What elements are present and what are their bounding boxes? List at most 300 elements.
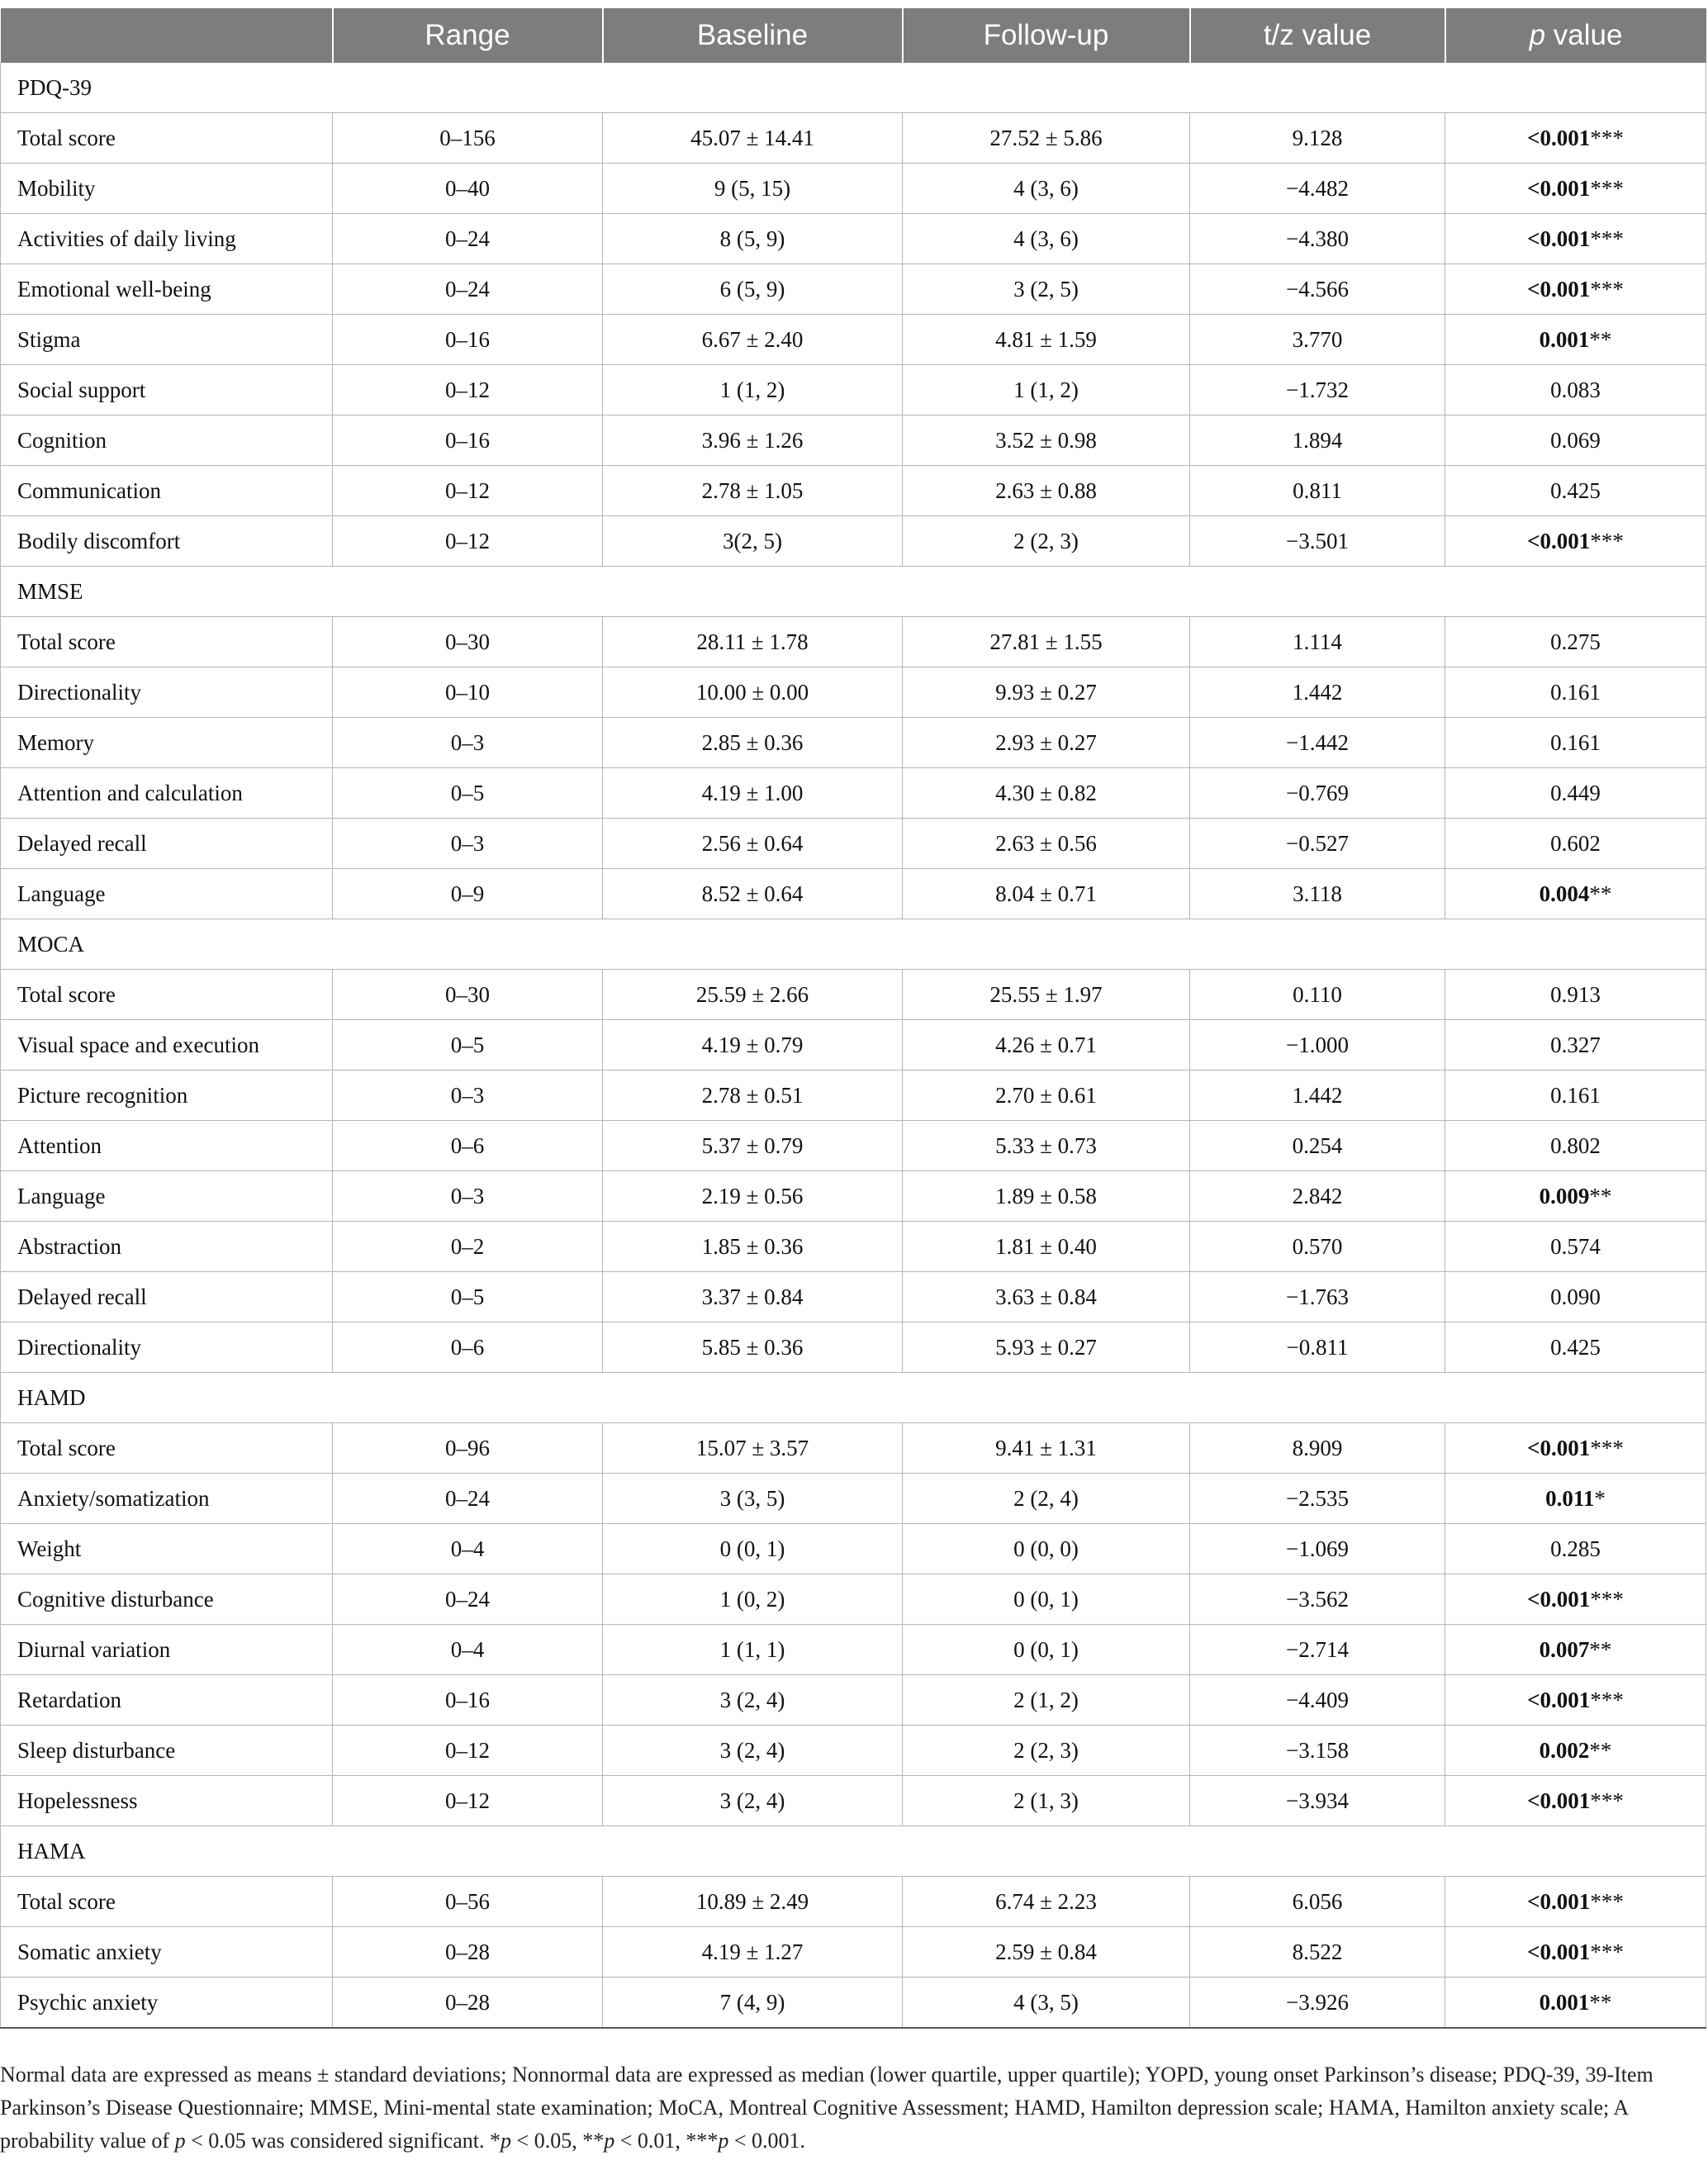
cell-tz: −2.535 xyxy=(1190,1474,1445,1524)
cell-p xyxy=(1445,1272,1706,1322)
section-row xyxy=(1,1373,1706,1423)
cell-p xyxy=(1445,1524,1706,1574)
table-row xyxy=(1,1071,1706,1121)
cell-label: Directionality xyxy=(1,667,333,718)
table-row xyxy=(1,214,1706,264)
p-value: <0.001 xyxy=(1527,1435,1591,1460)
cell-tz: −3.934 xyxy=(1190,1776,1445,1826)
significance-stars: ** xyxy=(1589,1636,1612,1662)
significance-stars: *** xyxy=(1590,1888,1624,1914)
table-row xyxy=(1,1020,1706,1071)
cell-range: 0–6 xyxy=(333,1121,603,1171)
cell-baseline: 15.07 ± 3.57 xyxy=(603,1423,903,1474)
p-value: 0.002 xyxy=(1539,1737,1590,1763)
cell-followup: 5.33 ± 0.73 xyxy=(903,1121,1190,1171)
table-row xyxy=(1,1322,1706,1373)
table-row xyxy=(1,1474,1706,1524)
cell-tz: 8.909 xyxy=(1190,1423,1445,1474)
cell-baseline: 4.19 ± 0.79 xyxy=(603,1020,903,1071)
cell-tz: −1.442 xyxy=(1190,718,1445,768)
p-value: 0.913 xyxy=(1550,981,1601,1007)
significance-stars: *** xyxy=(1590,276,1624,301)
p-value: 0.425 xyxy=(1550,477,1601,503)
cell-range: 0–2 xyxy=(333,1222,603,1272)
cell-p xyxy=(1445,415,1706,466)
cell-p xyxy=(1445,516,1706,567)
cell-baseline: 10.00 ± 0.00 xyxy=(603,667,903,718)
table-row xyxy=(1,1423,1706,1474)
cell-followup: 1.81 ± 0.40 xyxy=(903,1222,1190,1272)
cell-baseline: 3 (2, 4) xyxy=(603,1726,903,1776)
p-value: 0.449 xyxy=(1550,780,1601,805)
cell-baseline: 3 (3, 5) xyxy=(603,1474,903,1524)
cell-baseline: 10.89 ± 2.49 xyxy=(603,1877,903,1927)
cell-tz: −3.562 xyxy=(1190,1574,1445,1625)
table-row xyxy=(1,1776,1706,1826)
cell-label: Total score xyxy=(1,970,333,1020)
cell-tz: −1.763 xyxy=(1190,1272,1445,1322)
p-value: 0.802 xyxy=(1550,1132,1601,1158)
cell-tz: 1.442 xyxy=(1190,667,1445,718)
cell-p xyxy=(1445,1322,1706,1373)
cell-label: Attention xyxy=(1,1121,333,1171)
header-baseline: Baseline xyxy=(603,8,903,63)
section-title: PDQ-39 xyxy=(1,63,1706,113)
cell-baseline: 4.19 ± 1.27 xyxy=(603,1927,903,1977)
cell-p xyxy=(1445,768,1706,819)
cell-baseline: 1 (1, 1) xyxy=(603,1625,903,1675)
cell-followup: 1.89 ± 0.58 xyxy=(903,1171,1190,1222)
cell-baseline: 7 (4, 9) xyxy=(603,1977,903,2029)
cell-tz: −2.714 xyxy=(1190,1625,1445,1675)
cell-label: Stigma xyxy=(1,315,333,365)
section-title: MMSE xyxy=(1,567,1706,617)
significance-stars: *** xyxy=(1590,175,1624,201)
p-value: 0.004 xyxy=(1539,881,1590,906)
cell-label: Mobility xyxy=(1,164,333,214)
cell-followup: 4.30 ± 0.82 xyxy=(903,768,1190,819)
cell-label: Total score xyxy=(1,1423,333,1474)
section-title: HAMD xyxy=(1,1373,1706,1423)
cell-p xyxy=(1445,1222,1706,1272)
p-value: <0.001 xyxy=(1527,1687,1591,1712)
cell-p xyxy=(1445,214,1706,264)
cell-baseline: 8 (5, 9) xyxy=(603,214,903,264)
cell-baseline: 25.59 ± 2.66 xyxy=(603,970,903,1020)
cell-tz: 2.842 xyxy=(1190,1171,1445,1222)
cell-label: Cognition xyxy=(1,415,333,466)
section-title: MOCA xyxy=(1,919,1706,970)
cell-label: Psychic anxiety xyxy=(1,1977,333,2029)
p-value: 0.602 xyxy=(1550,830,1601,856)
table-row xyxy=(1,1171,1706,1222)
p-value: <0.001 xyxy=(1527,125,1591,150)
section-title: HAMA xyxy=(1,1826,1706,1877)
table-row xyxy=(1,1877,1706,1927)
table-row xyxy=(1,970,1706,1020)
table-row xyxy=(1,466,1706,516)
significance-stars: *** xyxy=(1590,1939,1624,1964)
cell-baseline: 5.37 ± 0.79 xyxy=(603,1121,903,1171)
cell-p xyxy=(1445,819,1706,869)
cell-p xyxy=(1445,667,1706,718)
cell-followup: 27.52 ± 5.86 xyxy=(903,113,1190,164)
cell-tz: −3.158 xyxy=(1190,1726,1445,1776)
cell-followup: 3 (2, 5) xyxy=(903,264,1190,315)
table-row xyxy=(1,164,1706,214)
cell-label: Somatic anxiety xyxy=(1,1927,333,1977)
cell-label: Language xyxy=(1,869,333,919)
cell-tz: 0.811 xyxy=(1190,466,1445,516)
cell-range: 0–12 xyxy=(333,1776,603,1826)
cell-range: 0–3 xyxy=(333,718,603,768)
cell-followup: 2.63 ± 0.56 xyxy=(903,819,1190,869)
cell-followup: 27.81 ± 1.55 xyxy=(903,617,1190,667)
p-value: 0.574 xyxy=(1550,1233,1601,1259)
cell-p xyxy=(1445,1171,1706,1222)
cell-baseline: 3 (2, 4) xyxy=(603,1675,903,1726)
cell-followup: 4 (3, 6) xyxy=(903,164,1190,214)
table-row xyxy=(1,415,1706,466)
significance-stars: *** xyxy=(1590,125,1624,150)
cell-followup: 2 (2, 4) xyxy=(903,1474,1190,1524)
cell-baseline: 2.85 ± 0.36 xyxy=(603,718,903,768)
cell-baseline: 6.67 ± 2.40 xyxy=(603,315,903,365)
significance-stars: *** xyxy=(1590,226,1624,251)
cell-followup: 2 (2, 3) xyxy=(903,1726,1190,1776)
p-value: 0.161 xyxy=(1550,729,1601,755)
section-row xyxy=(1,1826,1706,1877)
cell-tz: 0.110 xyxy=(1190,970,1445,1020)
cell-range: 0–3 xyxy=(333,819,603,869)
cell-p xyxy=(1445,113,1706,164)
cell-followup: 6.74 ± 2.23 xyxy=(903,1877,1190,1927)
cell-tz: −1.000 xyxy=(1190,1020,1445,1071)
cell-baseline: 28.11 ± 1.78 xyxy=(603,617,903,667)
cell-followup: 4 (3, 5) xyxy=(903,1977,1190,2029)
cell-followup: 3.63 ± 0.84 xyxy=(903,1272,1190,1322)
cell-tz: −3.926 xyxy=(1190,1977,1445,2029)
footnote: Normal data are expressed as means ± standard deviations; Nonnormal data are expressed as median (lower quartile, upper quartile); YOPD, young onset Parkinson’s disease; PDQ-39, 39-Item Parkinson’s Disease Questionnaire; MMSE, Mini-mental state examination; MoCA, Montreal Cognitive Assessment; HAMD, Hamilton depression scale; HAMA, Hamilton anxiety scale; A probability value of p < 0.05 was considered significant. *p < 0.05, **p < 0.01, ***p < 0.001. xyxy=(0,2063,1653,2153)
cell-tz: 3.770 xyxy=(1190,315,1445,365)
cell-p xyxy=(1445,1927,1706,1977)
cell-followup: 9.41 ± 1.31 xyxy=(903,1423,1190,1474)
cell-tz: −0.811 xyxy=(1190,1322,1445,1373)
p-value: 0.001 xyxy=(1539,1989,1590,2015)
cell-baseline: 9 (5, 15) xyxy=(603,164,903,214)
cell-followup: 3.52 ± 0.98 xyxy=(903,415,1190,466)
header-p-italic: p xyxy=(1529,19,1546,51)
cell-range: 0–16 xyxy=(333,315,603,365)
cell-range: 0–12 xyxy=(333,365,603,415)
table-row xyxy=(1,1121,1706,1171)
cell-range: 0–24 xyxy=(333,214,603,264)
p-value: <0.001 xyxy=(1527,1939,1591,1964)
table-body xyxy=(1,63,1706,2028)
table-row xyxy=(1,1977,1706,2029)
cell-p xyxy=(1445,1423,1706,1474)
table-row xyxy=(1,1675,1706,1726)
cell-range: 0–96 xyxy=(333,1423,603,1474)
table-row xyxy=(1,1574,1706,1625)
cell-range: 0–9 xyxy=(333,869,603,919)
cell-range: 0–16 xyxy=(333,1675,603,1726)
cell-label: Anxiety/somatization xyxy=(1,1474,333,1524)
cell-label: Activities of daily living xyxy=(1,214,333,264)
cell-label: Picture recognition xyxy=(1,1071,333,1121)
cell-baseline: 4.19 ± 1.00 xyxy=(603,768,903,819)
cell-baseline: 1.85 ± 0.36 xyxy=(603,1222,903,1272)
cell-range: 0–5 xyxy=(333,768,603,819)
cell-range: 0–5 xyxy=(333,1020,603,1071)
p-value: <0.001 xyxy=(1527,226,1591,251)
p-value: 0.083 xyxy=(1550,377,1601,402)
cell-p xyxy=(1445,1625,1706,1675)
cell-label: Total score xyxy=(1,113,333,164)
cell-range: 0–30 xyxy=(333,970,603,1020)
cell-followup: 9.93 ± 0.27 xyxy=(903,667,1190,718)
cell-baseline: 1 (0, 2) xyxy=(603,1574,903,1625)
cell-label: Total score xyxy=(1,1877,333,1927)
cell-tz: −4.380 xyxy=(1190,214,1445,264)
cell-tz: 6.056 xyxy=(1190,1877,1445,1927)
cell-tz: −4.409 xyxy=(1190,1675,1445,1726)
cell-range: 0–3 xyxy=(333,1071,603,1121)
cell-label: Abstraction xyxy=(1,1222,333,1272)
cell-label: Visual space and execution xyxy=(1,1020,333,1071)
cell-followup: 8.04 ± 0.71 xyxy=(903,869,1190,919)
table-row xyxy=(1,1524,1706,1574)
cell-followup: 2 (1, 3) xyxy=(903,1776,1190,1826)
cell-baseline: 2.19 ± 0.56 xyxy=(603,1171,903,1222)
cell-followup: 0 (0, 1) xyxy=(903,1625,1190,1675)
cell-p xyxy=(1445,1877,1706,1927)
cell-range: 0–16 xyxy=(333,415,603,466)
table-row xyxy=(1,1726,1706,1776)
cell-followup: 5.93 ± 0.27 xyxy=(903,1322,1190,1373)
cell-range: 0–6 xyxy=(333,1322,603,1373)
table-row xyxy=(1,1222,1706,1272)
header-p: p value xyxy=(1445,8,1706,63)
cell-p xyxy=(1445,1776,1706,1826)
table-row xyxy=(1,113,1706,164)
cell-range: 0–24 xyxy=(333,1474,603,1524)
cell-label: Retardation xyxy=(1,1675,333,1726)
cell-followup: 2.59 ± 0.84 xyxy=(903,1927,1190,1977)
p-value: 0.090 xyxy=(1550,1284,1601,1309)
cell-p xyxy=(1445,1020,1706,1071)
cell-range: 0–30 xyxy=(333,617,603,667)
cell-label: Attention and calculation xyxy=(1,768,333,819)
cell-p xyxy=(1445,970,1706,1020)
cell-label: Delayed recall xyxy=(1,819,333,869)
cell-range: 0–12 xyxy=(333,1726,603,1776)
cell-followup: 1 (1, 2) xyxy=(903,365,1190,415)
p-value: 0.425 xyxy=(1550,1334,1601,1360)
cell-range: 0–12 xyxy=(333,466,603,516)
cell-baseline: 0 (0, 1) xyxy=(603,1524,903,1574)
section-row xyxy=(1,919,1706,970)
cell-p xyxy=(1445,1726,1706,1776)
cell-p xyxy=(1445,1071,1706,1121)
significance-stars: ** xyxy=(1589,881,1612,906)
cell-tz: 0.254 xyxy=(1190,1121,1445,1171)
table-row xyxy=(1,1272,1706,1322)
p-value: <0.001 xyxy=(1527,175,1591,201)
cell-tz: 8.522 xyxy=(1190,1927,1445,1977)
cell-tz: −1.069 xyxy=(1190,1524,1445,1574)
cell-followup: 4.81 ± 1.59 xyxy=(903,315,1190,365)
cell-range: 0–4 xyxy=(333,1524,603,1574)
cell-p xyxy=(1445,617,1706,667)
cell-p xyxy=(1445,365,1706,415)
cell-followup: 25.55 ± 1.97 xyxy=(903,970,1190,1020)
table-row xyxy=(1,667,1706,718)
header-label xyxy=(1,8,333,63)
p-value: 0.327 xyxy=(1550,1032,1601,1057)
significance-stars: * xyxy=(1594,1485,1606,1511)
p-value: <0.001 xyxy=(1527,1586,1591,1612)
cell-range: 0–5 xyxy=(333,1272,603,1322)
p-value: <0.001 xyxy=(1527,1788,1591,1813)
table-row xyxy=(1,516,1706,567)
table-row xyxy=(1,819,1706,869)
significance-stars: *** xyxy=(1590,528,1624,553)
table-row xyxy=(1,617,1706,667)
cell-p xyxy=(1445,164,1706,214)
cell-range: 0–4 xyxy=(333,1625,603,1675)
table-row xyxy=(1,869,1706,919)
p-value: 0.275 xyxy=(1550,629,1601,654)
table-row xyxy=(1,768,1706,819)
cell-baseline: 3.37 ± 0.84 xyxy=(603,1272,903,1322)
cell-p xyxy=(1445,1121,1706,1171)
p-value: 0.007 xyxy=(1539,1636,1590,1662)
cell-label: Social support xyxy=(1,365,333,415)
p-value: <0.001 xyxy=(1527,1888,1591,1914)
p-value: 0.011 xyxy=(1545,1485,1595,1511)
cell-p xyxy=(1445,718,1706,768)
cell-range: 0–3 xyxy=(333,1171,603,1222)
cell-range: 0–28 xyxy=(333,1977,603,2029)
cell-followup: 2 (1, 2) xyxy=(903,1675,1190,1726)
cell-tz: 1.114 xyxy=(1190,617,1445,667)
p-value: 0.001 xyxy=(1539,326,1590,352)
section-row xyxy=(1,63,1706,113)
cell-followup: 0 (0, 1) xyxy=(903,1574,1190,1625)
cell-p xyxy=(1445,869,1706,919)
significance-stars: *** xyxy=(1590,1687,1624,1712)
cell-followup: 2.93 ± 0.27 xyxy=(903,718,1190,768)
cell-followup: 4 (3, 6) xyxy=(903,214,1190,264)
cell-tz: −1.732 xyxy=(1190,365,1445,415)
cell-p xyxy=(1445,1977,1706,2029)
table-row xyxy=(1,1625,1706,1675)
cell-range: 0–28 xyxy=(333,1927,603,1977)
cell-tz: 1.894 xyxy=(1190,415,1445,466)
cell-label: Weight xyxy=(1,1524,333,1574)
cell-label: Memory xyxy=(1,718,333,768)
cell-tz: −0.527 xyxy=(1190,819,1445,869)
cell-baseline: 6 (5, 9) xyxy=(603,264,903,315)
header-followup: Follow-up xyxy=(903,8,1190,63)
cell-tz: −3.501 xyxy=(1190,516,1445,567)
significance-stars: ** xyxy=(1589,1737,1612,1763)
cell-followup: 0 (0, 0) xyxy=(903,1524,1190,1574)
table-row xyxy=(1,264,1706,315)
p-value: 0.161 xyxy=(1550,1082,1601,1108)
cell-label: Communication xyxy=(1,466,333,516)
significance-stars: ** xyxy=(1589,1989,1612,2015)
cell-p xyxy=(1445,1474,1706,1524)
cell-p xyxy=(1445,466,1706,516)
p-value: <0.001 xyxy=(1527,528,1591,553)
cell-label: Diurnal variation xyxy=(1,1625,333,1675)
cell-p xyxy=(1445,1574,1706,1625)
cell-tz: −4.482 xyxy=(1190,164,1445,214)
cell-followup: 4.26 ± 0.71 xyxy=(903,1020,1190,1071)
cell-baseline: 3 (2, 4) xyxy=(603,1776,903,1826)
significance-stars: *** xyxy=(1590,1788,1624,1813)
significance-stars: ** xyxy=(1589,326,1612,352)
cell-label: Emotional well-being xyxy=(1,264,333,315)
header-range: Range xyxy=(333,8,603,63)
header-row xyxy=(1,8,1706,63)
table-row xyxy=(1,365,1706,415)
cell-baseline: 3.96 ± 1.26 xyxy=(603,415,903,466)
cell-p xyxy=(1445,1675,1706,1726)
cell-tz: 1.442 xyxy=(1190,1071,1445,1121)
cell-label: Hopelessness xyxy=(1,1776,333,1826)
section-row xyxy=(1,567,1706,617)
cell-baseline: 8.52 ± 0.64 xyxy=(603,869,903,919)
cell-baseline: 45.07 ± 14.41 xyxy=(603,113,903,164)
cell-baseline: 5.85 ± 0.36 xyxy=(603,1322,903,1373)
cell-p xyxy=(1445,264,1706,315)
cell-baseline: 2.78 ± 1.05 xyxy=(603,466,903,516)
cell-range: 0–24 xyxy=(333,264,603,315)
cell-range: 0–56 xyxy=(333,1877,603,1927)
cell-label: Total score xyxy=(1,617,333,667)
significance-stars: *** xyxy=(1590,1435,1624,1460)
header-tz: t/z value xyxy=(1190,8,1445,63)
cell-label: Cognitive disturbance xyxy=(1,1574,333,1625)
p-value: 0.069 xyxy=(1550,427,1601,453)
cell-range: 0–40 xyxy=(333,164,603,214)
cell-p xyxy=(1445,315,1706,365)
cell-followup: 2 (2, 3) xyxy=(903,516,1190,567)
cell-label: Delayed recall xyxy=(1,1272,333,1322)
table-row xyxy=(1,718,1706,768)
cell-range: 0–24 xyxy=(333,1574,603,1625)
p-value: 0.161 xyxy=(1550,679,1601,705)
cell-label: Sleep disturbance xyxy=(1,1726,333,1776)
cell-label: Bodily discomfort xyxy=(1,516,333,567)
significance-stars: ** xyxy=(1589,1183,1612,1208)
cell-tz: 3.118 xyxy=(1190,869,1445,919)
cell-tz: −4.566 xyxy=(1190,264,1445,315)
cell-followup: 2.70 ± 0.61 xyxy=(903,1071,1190,1121)
cell-baseline: 2.78 ± 0.51 xyxy=(603,1071,903,1121)
cell-range: 0–12 xyxy=(333,516,603,567)
results-table xyxy=(0,8,1706,2029)
cell-label: Directionality xyxy=(1,1322,333,1373)
cell-range: 0–156 xyxy=(333,113,603,164)
cell-range: 0–10 xyxy=(333,667,603,718)
cell-tz: −0.769 xyxy=(1190,768,1445,819)
cell-baseline: 2.56 ± 0.64 xyxy=(603,819,903,869)
p-value: 0.285 xyxy=(1550,1536,1601,1561)
